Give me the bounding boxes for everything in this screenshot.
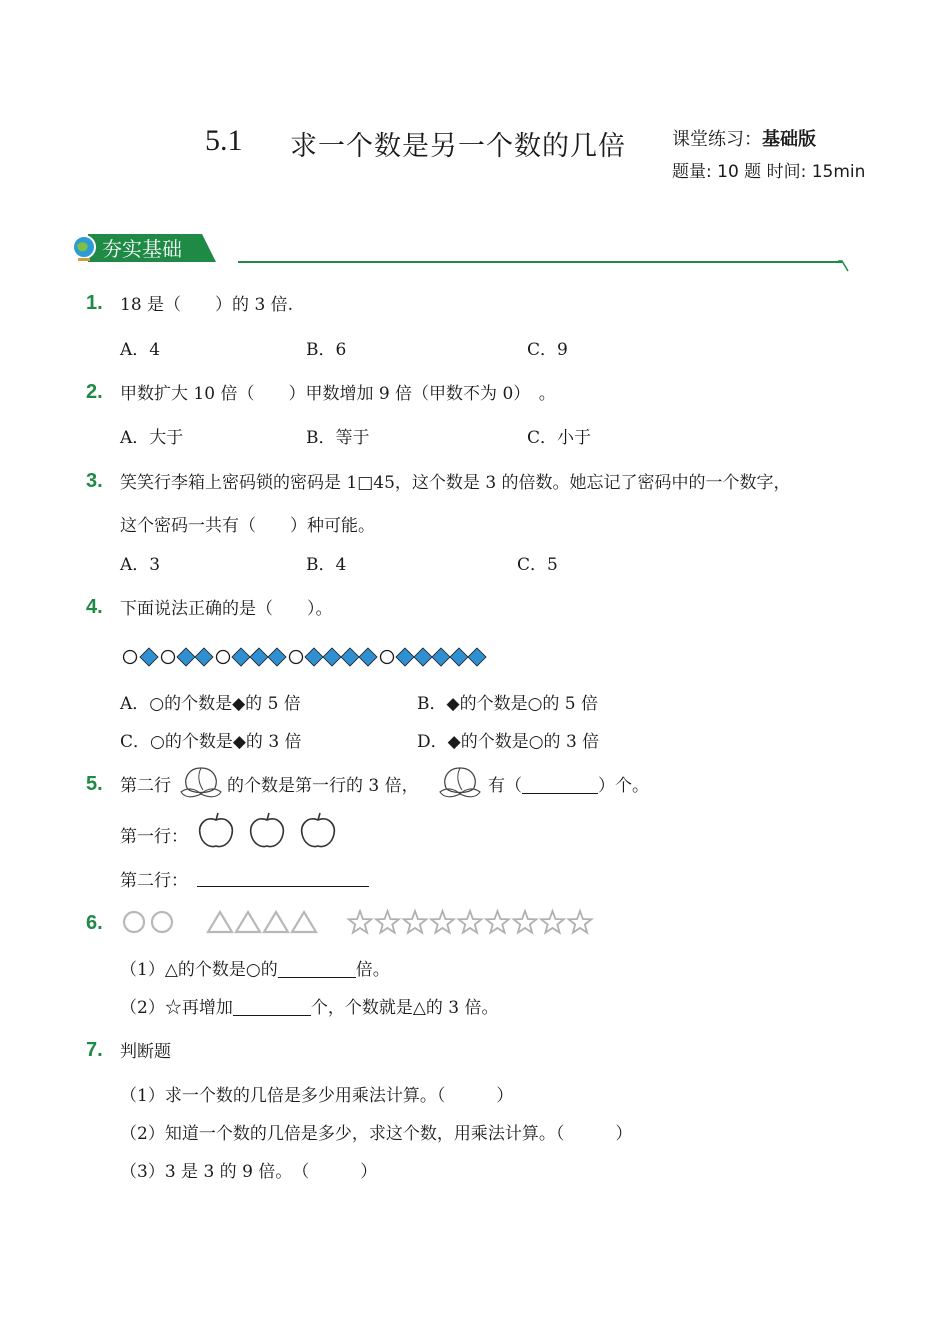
question-number: 7. [86,1039,103,1061]
option-a[interactable]: A．3 [120,555,161,575]
practice-label-text: 课堂练习： [672,129,762,150]
judgment-3: （3）3 是 3 的 9 倍。 （ ） [120,1162,378,1182]
apple-icon [302,813,335,847]
practice-info: 题量: 10 题 时间: 15min [672,162,866,182]
sub2-end: 个，个数就是△的 3 倍。 [310,998,499,1018]
question-number: 2. [86,381,103,403]
diamond-icon [250,648,268,666]
diamond-icon [432,648,450,666]
option-a[interactable]: A．大于 [120,428,184,448]
triangle-icon [208,912,232,932]
question-number: 4. [86,596,103,618]
question-number: 6. [86,912,103,934]
triangle-icon [264,912,288,932]
option-a[interactable]: A．4 [120,340,161,360]
diamond-icon [341,648,359,666]
row2-label: 第二行： [120,871,188,891]
option-c[interactable]: C．○的个数是◆的 3 倍 [120,732,302,752]
triangle-icon [236,912,260,932]
apple-row [196,810,342,850]
question-text-cont: 这个密码一共有（ ）种可能。 [120,516,375,536]
circle-icon [162,651,175,664]
peach-icon [434,762,486,800]
peach-icon [175,762,227,800]
sub1-end: 倍。 [355,960,390,980]
practice-level: 基础版 [762,129,816,150]
judgment-1: （1）求一个数的几倍是多少用乘法计算。（ ） [120,1086,514,1106]
diamond-icon [232,648,250,666]
lesson-number: 5.1 [205,124,243,157]
part4-text: ）个。 [598,776,649,796]
star-icon [431,911,454,933]
option-b[interactable]: B．等于 [306,428,370,448]
question-text-part2: 的个数是第一行的 3 倍， [227,776,419,796]
apple-icon [200,813,233,847]
diamond-icon [305,648,323,666]
question-text-part3 [488,771,649,796]
question-number: 1. [86,292,103,314]
question-number: 3. [86,470,103,492]
triangle-icon [292,912,316,932]
diamond-icon [268,648,286,666]
diamond-icon [450,648,468,666]
section-title: 夯实基础 [102,237,182,261]
practice-label [672,125,816,151]
answer-blank[interactable] [278,959,356,978]
star-icon [514,911,537,933]
part3-text: 有（ [488,776,522,796]
circle-icon [381,651,394,664]
circle-icon [290,651,303,664]
star-icon [349,911,372,933]
shapes-sequence [120,645,500,669]
apple-icon [251,813,284,847]
diamond-icon [414,648,432,666]
circle-icon [152,912,172,932]
option-c[interactable]: C．5 [517,555,558,575]
star-icon [404,911,427,933]
option-d[interactable]: D．◆的个数是○的 3 倍 [417,732,600,752]
star-icon [569,911,592,933]
question-text: 判断题 [120,1042,171,1062]
option-b[interactable]: B．6 [306,340,347,360]
shape-groups [120,906,600,938]
lesson-title: 求一个数是另一个数的几倍 [290,131,626,162]
sub1-text: （1）△的个数是○的 [120,960,278,980]
diamond-icon [140,648,158,666]
star-icon [376,911,399,933]
sub-question-1 [120,955,390,980]
sub-question-2 [120,993,499,1018]
option-b[interactable]: B．4 [306,555,347,575]
question-number: 5. [86,773,103,795]
question-text-part1: 第二行 [120,776,171,796]
question-text: 下面说法正确的是（ ）。 [120,599,333,619]
star-icon [541,911,564,933]
diamond-icon [359,648,377,666]
diamond-icon [323,648,341,666]
diamond-icon [195,648,213,666]
option-b[interactable]: B．◆的个数是○的 5 倍 [417,694,599,714]
row1-label: 第一行： [120,827,188,847]
diamond-icon [396,648,414,666]
circle-icon [124,651,137,664]
section-banner [70,232,220,264]
diamond-icon [177,648,195,666]
sub2-text: （2）☆再增加 [120,998,233,1018]
answer-blank[interactable] [233,997,311,1016]
option-c[interactable]: C．9 [527,340,568,360]
option-c[interactable]: C．小于 [527,428,592,448]
diamond-icon [468,648,486,666]
option-a[interactable]: A．○的个数是◆的 5 倍 [120,694,301,714]
star-icon [486,911,509,933]
question-text: 笑笑行李箱上密码锁的密码是 1□45，这个数是 3 的倍数。她忘记了密码中的一个数字， [120,473,791,493]
divider-tail [838,260,850,272]
row2-blank[interactable] [197,886,369,887]
circle-icon [217,651,230,664]
answer-blank[interactable] [522,775,598,794]
judgment-2: （2）知道一个数的几倍是多少，求这个数，用乘法计算。（ ） [120,1124,633,1144]
section-divider [238,261,842,263]
circle-icon [124,912,144,932]
star-icon [459,911,482,933]
question-text: 18 是（ ）的 3 倍. [120,295,294,315]
question-text: 甲数扩大 10 倍（ ）甲数增加 9 倍（甲数不为 0） 。 [120,384,556,404]
